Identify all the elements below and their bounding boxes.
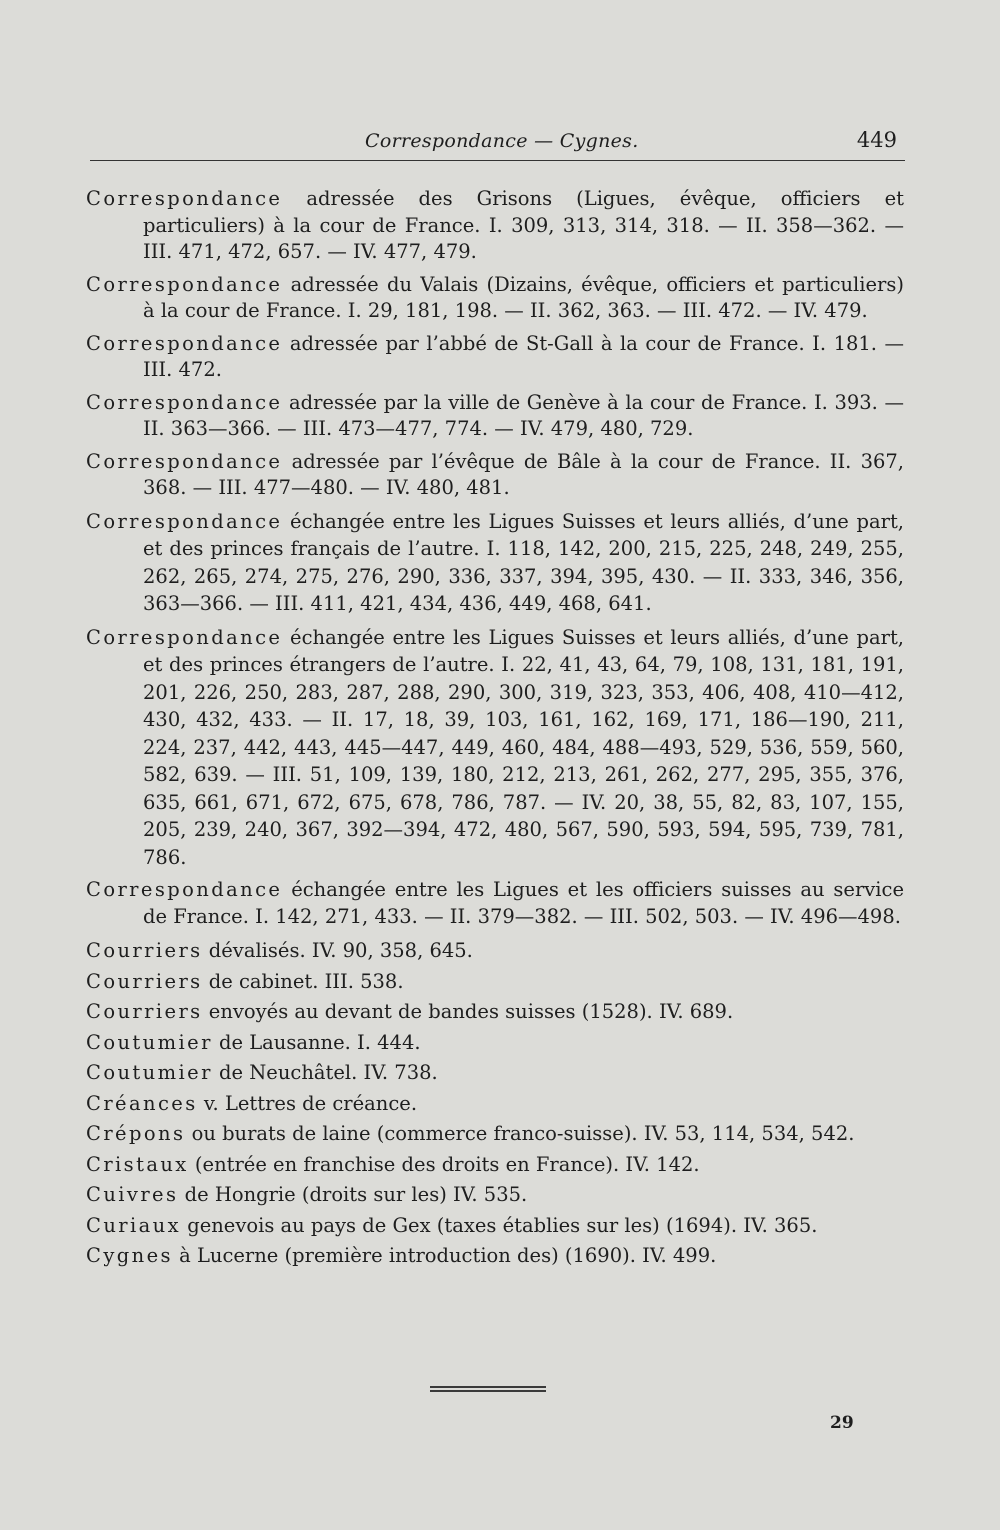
index-entry	[86, 936, 904, 967]
end-ornament-rule	[430, 1390, 546, 1392]
entry-text: genevois au pays de Gex (taxes établies sur les) (1694). IV. 365.	[181, 1213, 818, 1237]
entry-text: de Hongrie (droits sur les) IV. 535.	[178, 1183, 528, 1206]
entry-head: Correspondance	[86, 625, 283, 649]
entry-head: Correspondance	[86, 449, 283, 473]
entry-head: Cygnes	[86, 1244, 173, 1267]
index-entries	[86, 186, 904, 1272]
page-number: 449	[856, 128, 897, 152]
index-entry	[86, 624, 904, 872]
entry-head: Coutumier	[86, 1030, 213, 1054]
entry-text: adressée par l’abbé de St-Gall à la cour de France. I. 181. — III. 472.	[143, 331, 904, 381]
entry-text: échangée entre les Ligues Suisses et leurs alliés, d’une part, et des princes français de l’autre. I. 118, 142, 200, 215, 225, 248, 249, 255, 262, 265, 274, 275, 276, 290, 336, 337, 394, 395, 430. — II. 333, 346, 356, 363—366. — III. 411, 421, 434, 436, 449, 468, 641.	[143, 509, 904, 615]
index-entry	[86, 1058, 904, 1089]
entry-head: Correspondance	[86, 390, 283, 414]
entry-text: de Neuchâtel. IV. 738.	[212, 1061, 438, 1084]
entry-text: à Lucerne (première introduction des) (1690). IV. 499.	[172, 1244, 717, 1267]
index-entry	[86, 1089, 904, 1120]
entry-text: dévalisés. IV. 90, 358, 645.	[202, 939, 473, 962]
entry-head: Coutumier	[86, 1061, 213, 1084]
entry-head: Crépons	[86, 1122, 186, 1145]
index-entry	[86, 1211, 904, 1242]
entry-head: Correspondance	[86, 187, 283, 210]
index-entry	[86, 331, 904, 384]
entry-text: adressée par l’évêque de Bâle à la cour de France. II. 367, 368. — III. 477—480. — IV. 480, 481.	[143, 449, 904, 499]
entry-text: de Lausanne. I. 444.	[212, 1030, 421, 1054]
entry-head: Cuivres	[86, 1183, 179, 1206]
index-entry	[86, 967, 904, 998]
index-entry	[86, 1119, 904, 1150]
entry-head: Courriers	[86, 969, 203, 993]
running-title: Correspondance — Cygnes.	[365, 130, 639, 152]
index-entry	[86, 1180, 904, 1211]
entry-head: Correspondance	[86, 878, 283, 901]
end-ornament-rule	[430, 1386, 546, 1388]
entry-head: Correspondance	[86, 272, 283, 296]
entry-text: échangée entre les Ligues Suisses et leurs alliés, d’une part, et des princes étrangers de l’autre. I. 22, 41, 43, 64, 79, 108, 131, 181, 191, 201, 226, 250, 283, 287, 288, 290, 300, 319, 323, 353, 406, 408, 410—412, 430, 432, 433. — II. 17, 18, 39, 103, 161, 162, 169, 171, 186—190, 211, 224, 237, 442, 443, 445—447, 449, 460, 484, 488—493, 529, 536, 559, 560, 582, 639. — III. 51, 109, 139, 180, 212, 213, 261, 262, 277, 295, 355, 376, 635, 661, 671, 672, 675, 678, 786, 787. — IV. 20, 38, 55, 82, 83, 107, 155, 205, 239, 240, 367, 392—394, 472, 480, 567, 590, 593, 594, 595, 739, 781, 786.	[143, 625, 904, 869]
entry-text: adressée par la ville de Genève à la cour de France. I. 393. — II. 363—366. — III. 473—477, 774. — IV. 479, 480, 729.	[143, 390, 904, 440]
entry-head: Courriers	[86, 939, 203, 962]
entry-head: Courriers	[86, 1000, 203, 1023]
entry-text: envoyés au devant de bandes suisses (1528). IV. 689.	[202, 1000, 734, 1023]
index-entry	[86, 508, 904, 618]
entry-text: v. Lettres de créance.	[197, 1091, 418, 1115]
entry-text: de cabinet. III. 538.	[202, 969, 404, 993]
entry-text: adressée des Grisons (Ligues, évêque, officiers et particuliers) à la cour de France. I. 309, 313, 314, 318. — II. 358—362. — III. 471, 472, 657. — IV. 477, 479.	[143, 187, 904, 263]
index-entry	[86, 1150, 904, 1181]
entry-head: Correspondance	[86, 331, 283, 355]
index-entry	[86, 272, 904, 325]
entry-head: Curiaux	[86, 1213, 182, 1237]
index-entry	[86, 1241, 904, 1272]
entry-head: Créances	[86, 1091, 198, 1115]
index-entry	[86, 390, 904, 443]
index-entry	[86, 186, 904, 266]
entry-text: ou burats de laine (commerce franco-suisse). IV. 53, 114, 534, 542.	[185, 1122, 855, 1145]
entry-head: Cristaux	[86, 1152, 189, 1176]
page-header	[90, 128, 905, 161]
entry-text: adressée du Valais (Dizains, évêque, officiers et particuliers) à la cour de France. I. 29, 181, 198. — II. 362, 363. — III. 472. — IV. 479.	[143, 272, 904, 322]
entry-text: échangée entre les Ligues et les officiers suisses au service de France. I. 142, 271, 433. — II. 379—382. — III. 502, 503. — IV. 496—498.	[143, 878, 904, 928]
index-entry	[86, 877, 904, 930]
entry-text: (entrée en franchise des droits en France). IV. 142.	[188, 1152, 700, 1176]
index-entry	[86, 449, 904, 502]
signature-mark: 29	[830, 1413, 854, 1433]
index-entry	[86, 997, 904, 1028]
index-entry	[86, 1028, 904, 1059]
entry-head: Correspondance	[86, 509, 283, 533]
